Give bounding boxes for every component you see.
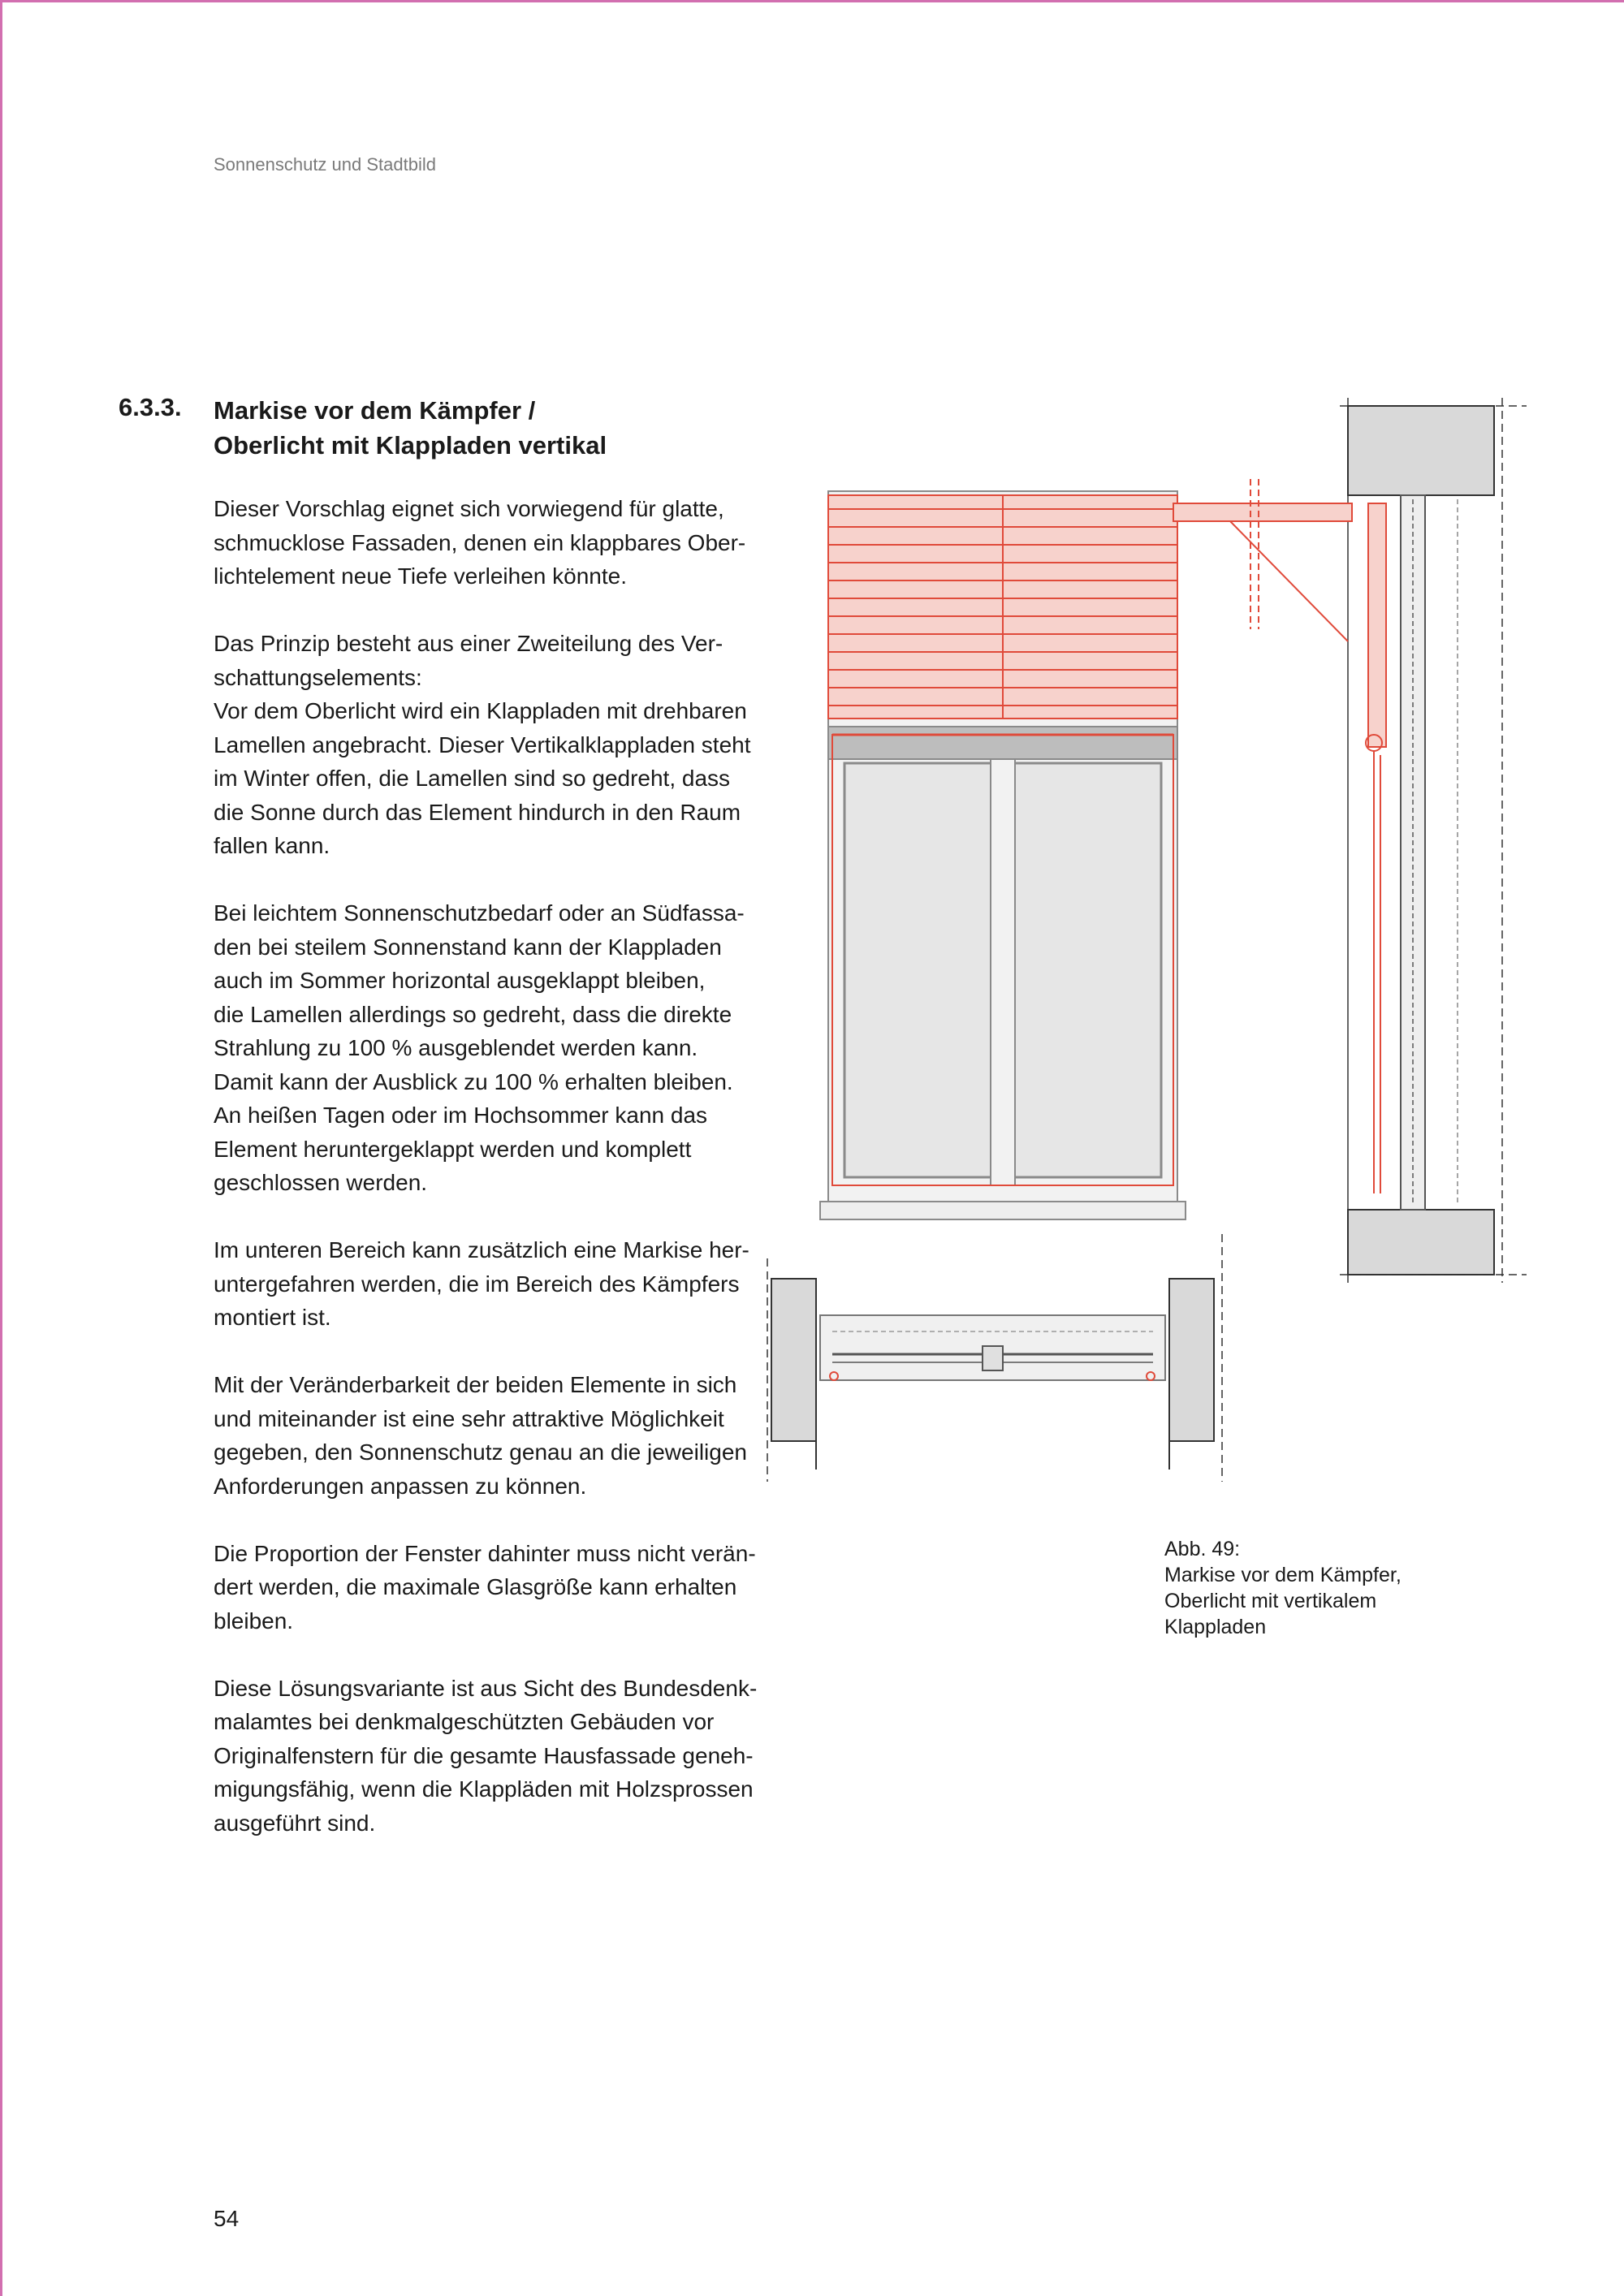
paragraph-7: Diese Lösungsvariante ist aus Sicht des Bundesdenk- malamtes bei denkmalgeschützten Gebäuden vor Originalfenstern für die gesamte Hausfassade geneh- migungsfähig, wenn die Klappläden mit Holzsprossen ausgeführt sind. bbox=[214, 1675, 758, 1836]
body-text bbox=[214, 492, 766, 1874]
paragraph-2: Das Prinzip besteht aus einer Zweiteilung des Ver- schattungselements: Vor dem Oberlicht wird ein Klappladen mit drehbaren Lamellen angebracht. Dieser Vertikalklappladen steht im Winter offen, die Lamellen sind so gedreht, dass die Sonne durch das Element hindurch in den Raum fallen kann. bbox=[214, 631, 751, 858]
window-frame-section bbox=[1401, 495, 1458, 1210]
figure-caption: Abb. 49: Markise vor dem Kämpfer, Oberlicht mit vertikalem Klappladen bbox=[1164, 1538, 1402, 1638]
page-number: 54 bbox=[214, 2206, 240, 2231]
section-title: Markise vor dem Kämpfer / Oberlicht mit Klappladen vertikal bbox=[214, 396, 607, 460]
window-plan bbox=[820, 1315, 1165, 1380]
shutter-arm-section bbox=[1173, 479, 1386, 1193]
running-head: Sonnenschutz und Stadtbild bbox=[214, 154, 436, 175]
paragraph-3: Bei leichtem Sonnenschutzbedarf oder an Südfassa- den bei steilem Sonnenstand kann der Klappladen auch im Sommer horizontal ausgeklappt bleiben, die Lamellen allerdings so gedreht, dass die direkte Strahlung zu 100 % ausgeblendet werden kann. Damit kann der Ausblick zu 100 % erhalten bleiben. An heißen Tagen oder im Hochsommer kann das Element heruntergeklappt werden und komplett geschlossen werden. bbox=[214, 900, 745, 1195]
shutter-louvers bbox=[828, 495, 1177, 719]
section-number: 6.3.3. bbox=[119, 393, 182, 421]
vertical-section-drawing bbox=[1181, 398, 1531, 1291]
paragraph-4: Im unteren Bereich kann zusätzlich eine Markise her- untergefahren werden, die im Bereich des Kämpfers montiert ist. bbox=[214, 1237, 749, 1330]
paragraph-6: Die Proportion der Fenster dahinter muss nicht verän- dert werden, die maximale Glasgröße kann erhalten bleiben. bbox=[214, 1540, 756, 1634]
window-elevation-drawing bbox=[820, 491, 1186, 1226]
paragraph-5: Mit der Veränderbarkeit der beiden Elemente in sich und miteinander ist eine sehr attraktive Möglichkeit gegeben, den Sonnenschutz genau an die jeweiligen Anforderungen anpassen zu können. bbox=[214, 1372, 747, 1499]
paragraph-1: Dieser Vorschlag eignet sich vorwiegend für glatte, schmucklose Fassaden, denen ein klappbares Ober- lichtelement neue Tiefe verleihen könnte. bbox=[214, 496, 746, 589]
horizontal-section-drawing bbox=[767, 1234, 1238, 1486]
